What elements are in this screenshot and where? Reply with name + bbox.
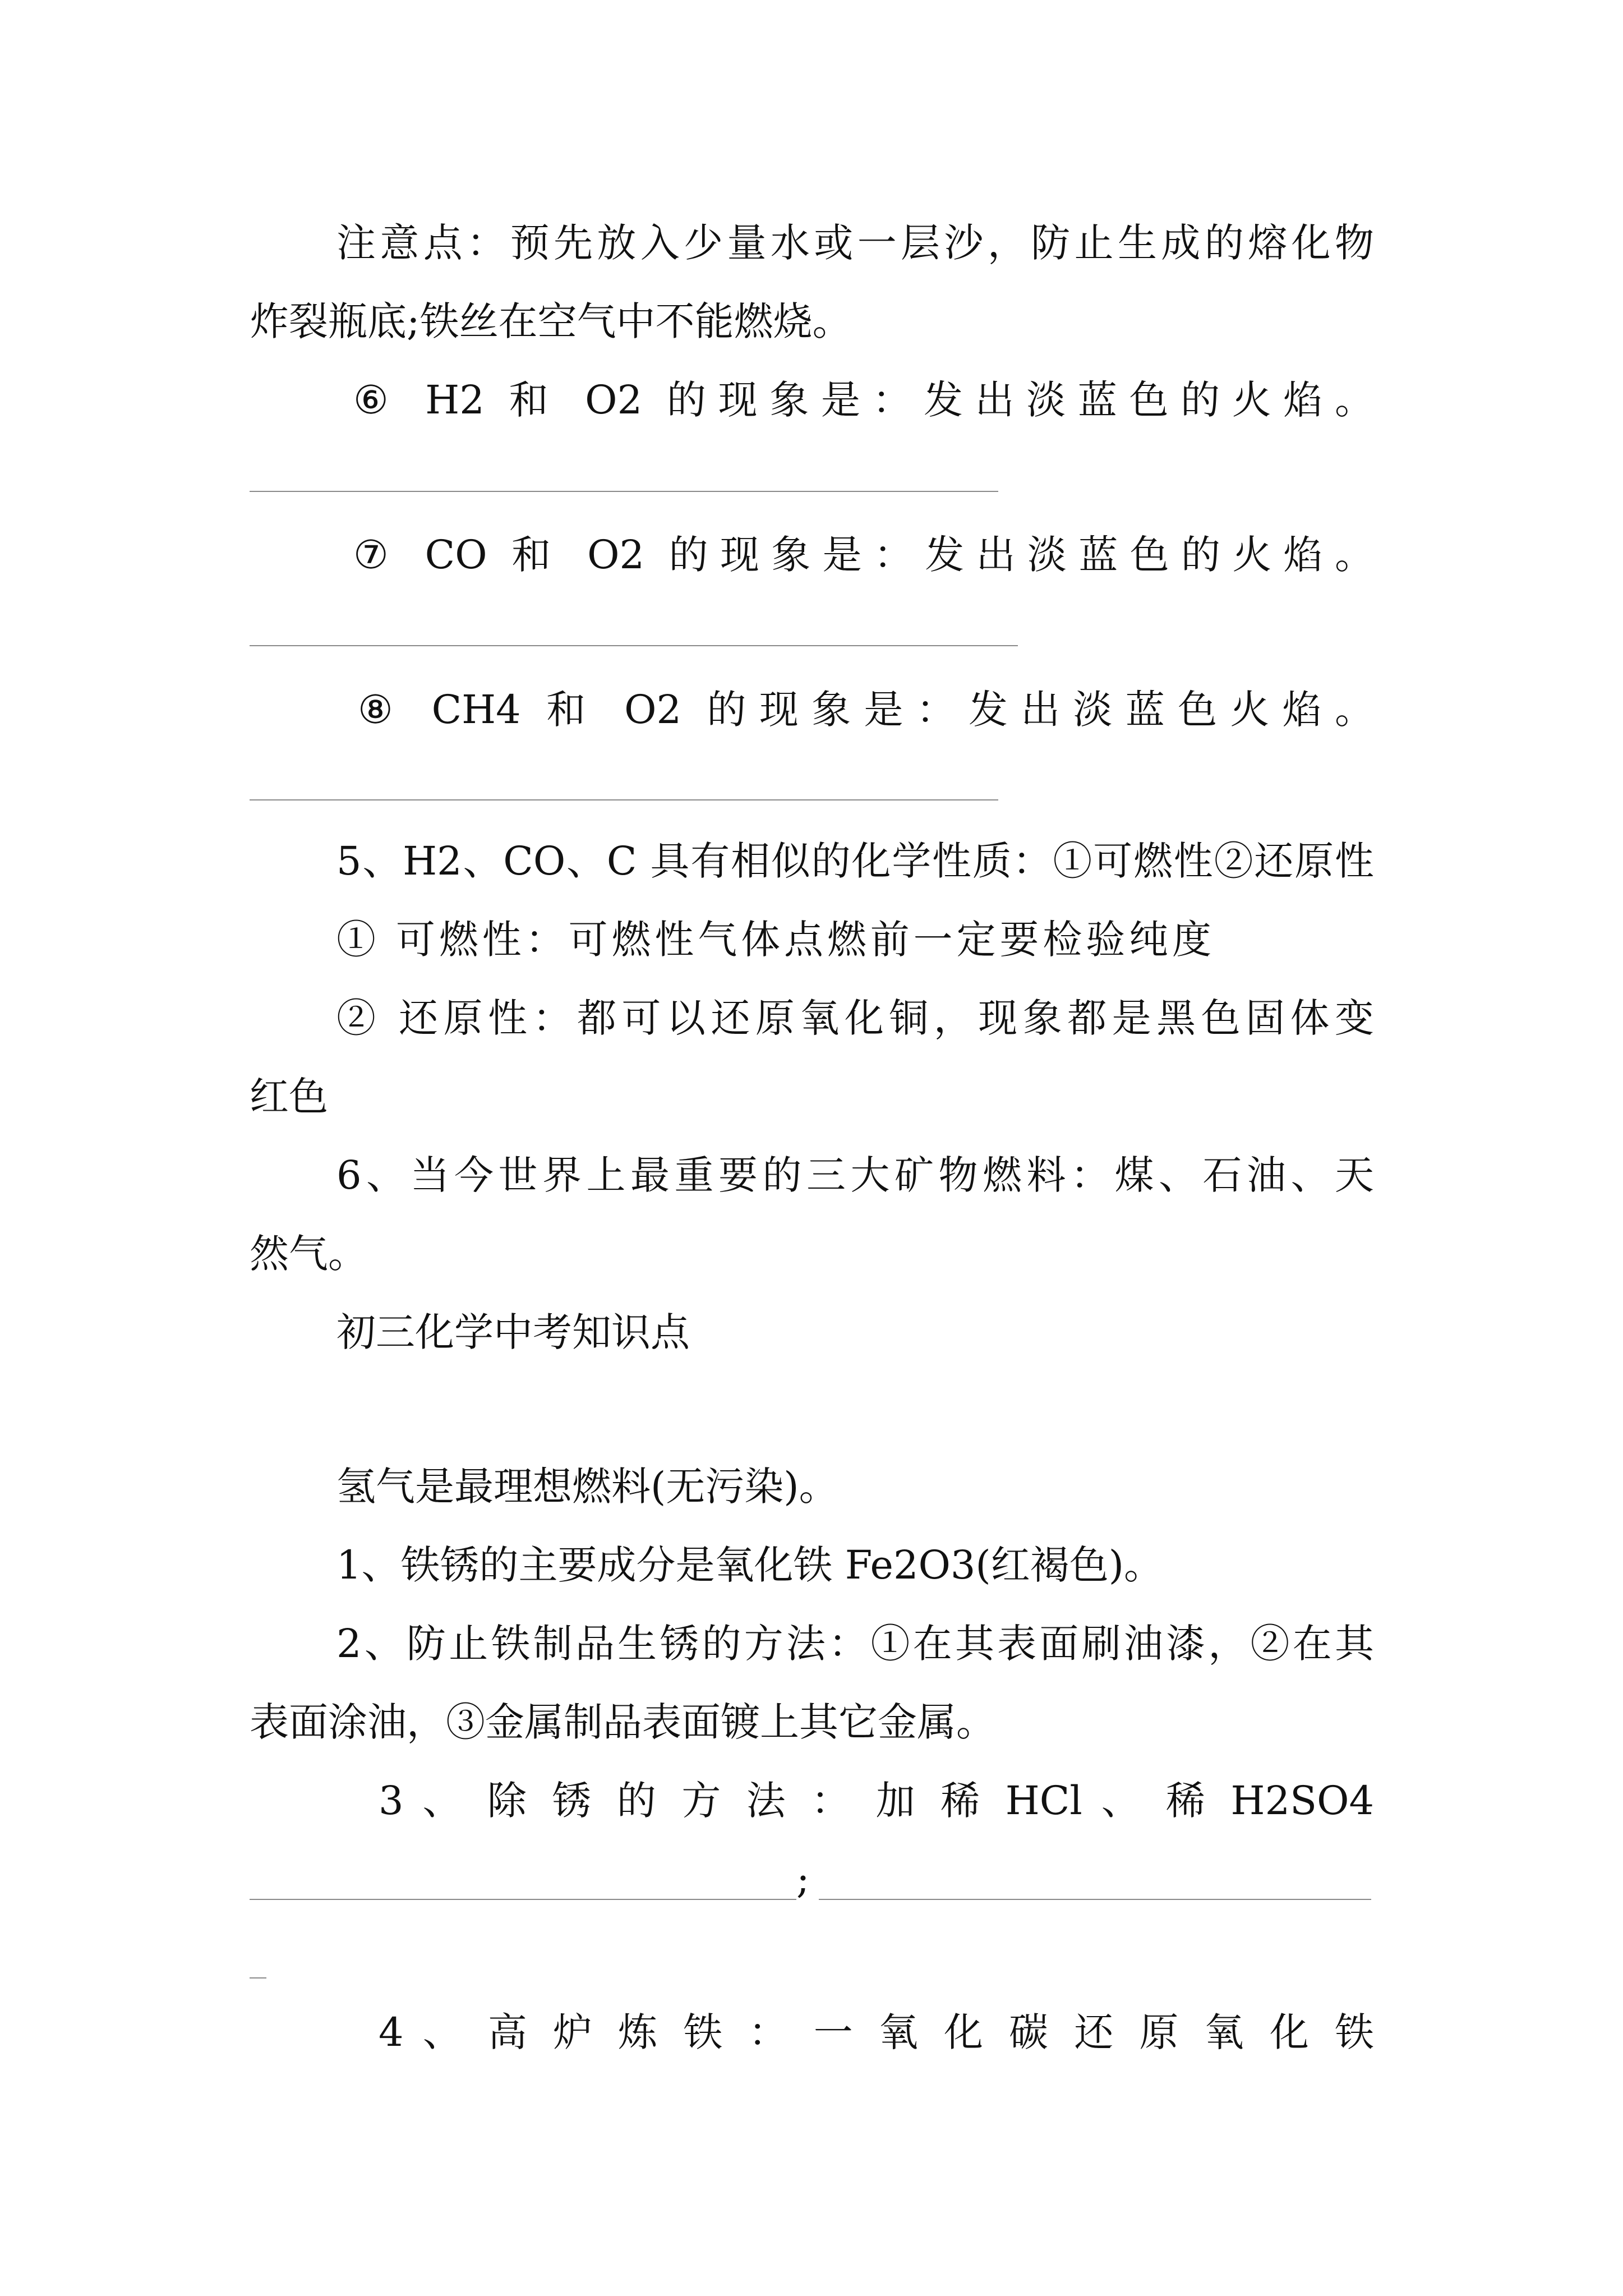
fill-in-blank-line — [819, 1899, 1371, 1900]
paragraph-line: ⑥ H2 和 O2 的现象是：发出淡蓝色的火焰。 — [353, 377, 1374, 423]
fill-in-blank-line — [250, 1899, 796, 1900]
paragraph-line: 1、铁锈的主要成分是氧化铁 Fe2O3(红褐色)。 — [336, 1542, 1164, 1588]
paragraph-line: ① 可燃性：可燃性气体点燃前一定要检验纯度 — [336, 917, 1211, 963]
paragraph-line: ② 还原性：都可以还原氧化铜，现象都是黑色固体变 — [336, 995, 1374, 1041]
blank-separator: ; — [796, 1856, 810, 1902]
paragraph-line: 然气。 — [250, 1231, 367, 1277]
section-heading: 初三化学中考知识点 — [336, 1309, 690, 1355]
paragraph-line: 炸裂瓶底;铁丝在空气中不能燃烧。 — [250, 298, 852, 344]
fill-in-blank-line — [250, 645, 1018, 646]
paragraph-line: 4 、 高 炉 炼 铁 ： 一 氧 化 碳 还 原 氧 化 铁 — [379, 2009, 1374, 2055]
fill-in-blank-line — [250, 799, 998, 800]
paragraph-line: 注意点：预先放入少量水或一层沙，防止生成的熔化物 — [336, 220, 1374, 266]
paragraph-line: ⑦ CO 和 O2 的现象是：发出淡蓝色的火焰。 — [353, 532, 1374, 578]
paragraph-line: 5、H2、CO、C 具有相似的化学性质：①可燃性②还原性 — [336, 838, 1374, 884]
fill-in-blank-line — [250, 491, 998, 492]
fill-in-blank-line — [250, 1977, 266, 1978]
paragraph-line: 红色 — [250, 1074, 328, 1120]
paragraph-line: 2、防止铁制品生锈的方法：①在其表面刷油漆，②在其 — [336, 1621, 1374, 1667]
paragraph-line: 氢气是最理想燃料(无污染)。 — [336, 1464, 838, 1510]
paragraph-line: 表面涂油，③金属制品表面镀上其它金属。 — [250, 1699, 995, 1745]
paragraph-line: ⑧ CH4 和 O2 的现象是：发出淡蓝色火焰。 — [358, 687, 1374, 733]
paragraph-line: 3 、 除 锈 的 方 法 ： 加 稀 HCl 、 稀 H2SO4 — [379, 1778, 1374, 1824]
paragraph-line: 6、当今世界上最重要的三大矿物燃料：煤、石油、天 — [336, 1152, 1374, 1198]
